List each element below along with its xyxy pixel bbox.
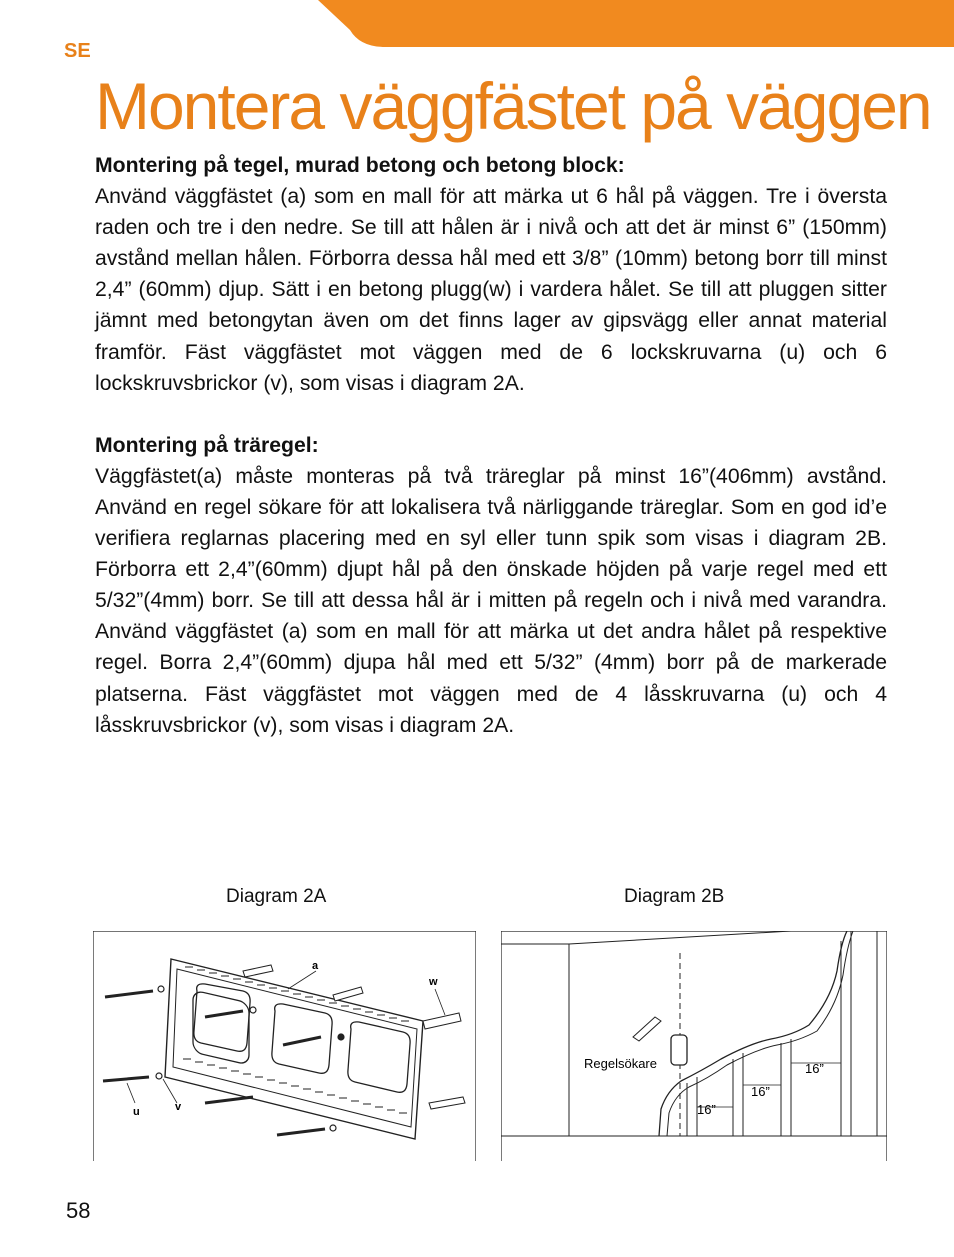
page-title: Montera väggfästet på väggen: [95, 69, 931, 143]
diagram-2a-label-screw: u: [133, 1106, 140, 1118]
diagram-2b-spacing-label-1: 16”: [697, 1102, 716, 1117]
section-heading-wood-stud: Montering på träregel:: [95, 433, 319, 457]
diagram-2a-caption: Diagram 2A: [226, 886, 327, 907]
diagram-2a-label-washer: v: [175, 1101, 182, 1113]
diagram-2b-spacing-label-2: 16”: [751, 1084, 770, 1099]
diagram-2b-illustration: [501, 931, 887, 1161]
section-text-masonry: Använd väggfästet (a) som en mall för att märka ut 6 hål på väggen. Tre i översta raden och tre i den nedre. Se till att hålen är i nivå och att det är minst 6” (150mm) avstånd mellan hålen. Förborra dessa hål med ett 3/8” (10mm) betong borr till minst 2,4” (60mm) djup. Sätt i en betong plugg(w) i vardera hålet. Se till att pluggen sitter jämnt med betongytan även om det finns lager av gipsvägg eller annat material framför. Fäst väggfästet mot väggen med de 6 lockskruvarna (u) och 6 lockskruvsbrickor (v), som visas i diagram 2A.: [95, 185, 887, 395]
diagram-2b-stud-finder-label: Regelsökare: [584, 1056, 657, 1071]
section-heading-masonry: Montering på tegel, murad betong och betong block:: [95, 154, 625, 177]
page-number: 58: [66, 1198, 91, 1223]
diagram-2a-label-bracket: a: [312, 960, 319, 972]
header-tab-decoration: [0, 0, 954, 50]
section-text-wood-stud: Väggfästet(a) måste monteras på två träreglar på minst 16”(406mm) avstånd. Använd en regel sökare för att lokalisera två närliggande träreglar. Som en god id’e verifiera reglarnas placering med en syl eller tunn spik som visas i diagram 2B. Förborra ett 2,4”(60mm) djupt hål på den önskade höjden på varje regel med ett 5/32”(4mm) borr. Se till att dessa hål är i mitten på regeln och i nivå med varandra. Använd väggfästet (a) som en mall för att märka ut det andra hålet på respektive regel. Borra 2,4”(60mm) djupa hål med ett 5/32” (4mm) borr på de markerade platserna. Fäst väggfästet mot väggen med de 4 låsskruvarna (u) och 4 låsskruvsbrickor (v), som visas i diagram 2A.: [95, 464, 887, 737]
diagram-2a-illustration: [93, 931, 476, 1161]
diagram-2b-caption: Diagram 2B: [624, 886, 725, 907]
language-code: SE: [64, 40, 91, 62]
diagram-2a-label-plug: w: [429, 976, 438, 988]
instructions-body: [95, 150, 887, 741]
diagram-2b-spacing-label-3: 16”: [805, 1061, 824, 1076]
